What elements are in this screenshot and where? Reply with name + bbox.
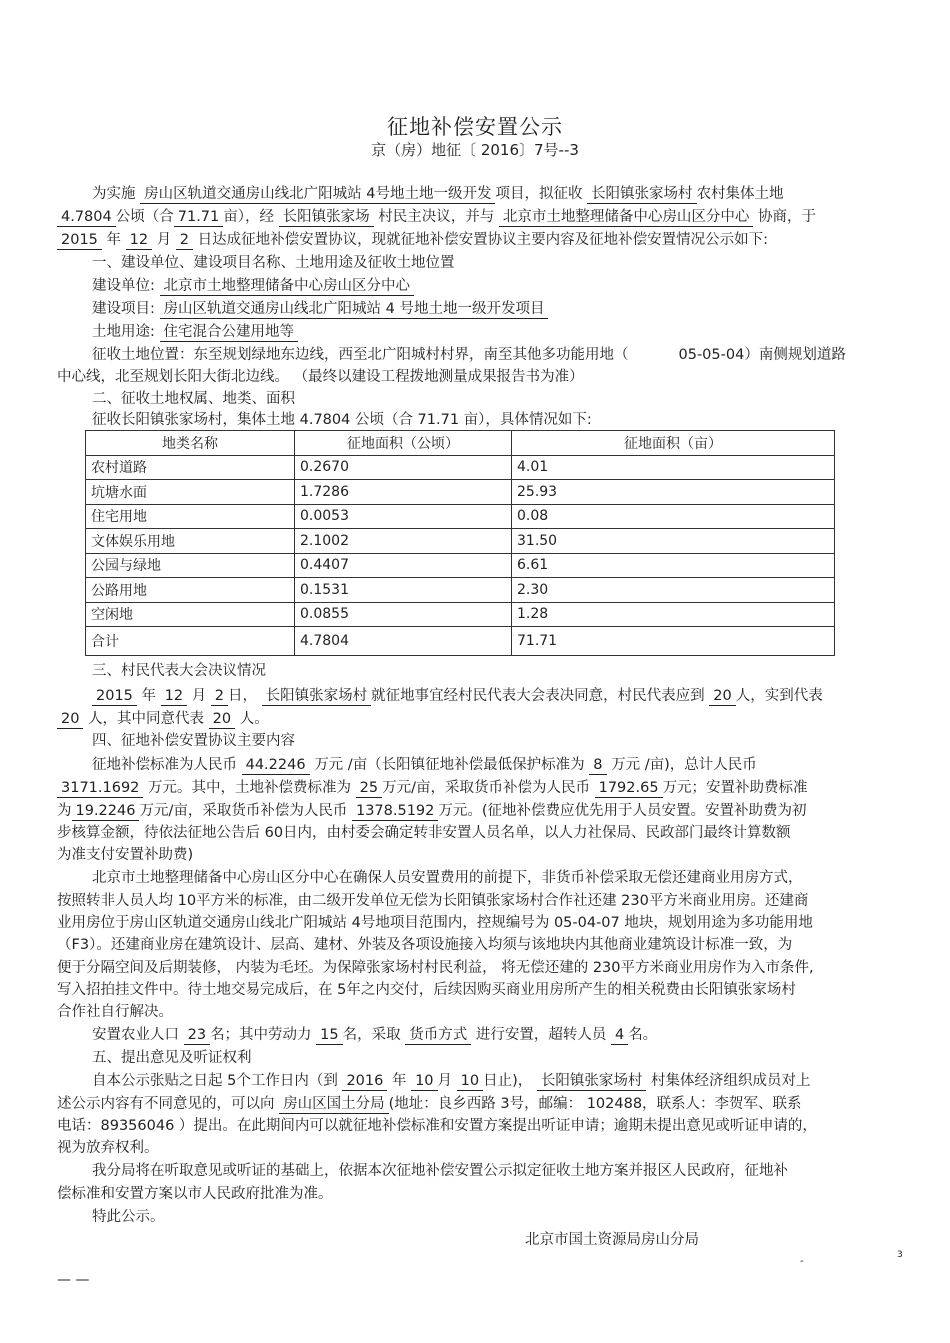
section-2-heading: 二、征收土地权属、地类、面积 xyxy=(92,391,295,407)
approval-line-2: 偿标准和安置方案以市人民政府批准为准。 xyxy=(57,1186,333,1202)
compensation-line-4: 步核算金额，待依法征地公告后 60日内，由村委会确定转非安置人员名单，以人力社保局、民政部门最终计算数额 xyxy=(57,825,791,841)
objection-line-2: 述公示内容有不同意见的，可以向 房山区国土分局 (地址：良乡西路 3号，邮编： 102488，联系人：李贺军、联系 xyxy=(57,1096,802,1112)
population-line: 安置农业人口 23 名；其中劳动力 15 名，采取 货币方式 进行安置，超转人员 4 名。 xyxy=(92,1027,658,1043)
resettlement-line-4: （F3）。还建商业房在建筑设计、层高、建材、外装及各项设施接入均须与该地块内其他商业建筑设计标准一致，为 xyxy=(57,937,793,953)
resettlement-line-5: 便于分隔空间及后期装修， 内装为毛坯。为保障张家场村村民利益， 将无偿还建的 230平方米商业用房作为入市条件, xyxy=(57,960,814,976)
resettlement-line-2: 按照转非人员人均 10平方米的标准，由二级开发单位无偿为长阳镇张家场村合作社还建 230平方米商业用房。还建商 xyxy=(57,893,809,909)
section-4-heading: 四、征地补偿安置协议主要内容 xyxy=(92,733,295,749)
intro-line-1: 为实施 房山区轨道交通房山线北广阳城站 4号地土地一级开发 项目，拟征收 长阳镇张家场村 农村集体土地 xyxy=(92,186,784,202)
compensation-line-2: 3171.1692 万元。其中，土地补偿费标准为 25 万元/亩，采取货币补偿为人民币 1792.65 万元；安置补助费标准 xyxy=(57,778,808,798)
table-row: 住宅用地 0.0053 0.08 xyxy=(86,504,835,529)
section-1-heading: 一、建设单位、建设项目名称、土地用途及征收土地位置 xyxy=(92,255,455,271)
table-row: 文体娱乐用地 2.1002 31.50 xyxy=(86,529,835,554)
objection-line-1: 自本公示张贴之日起 5个工作日内（到 2016 年 10 月 10 日止)， 长阳镇张家场村 村集体经济组织成员对上 xyxy=(92,1073,811,1089)
resettlement-line-6: 写入招拍挂文件中。待土地交易完成后，在 5年之内交付，后续因购买商业用房所产生的相关税费由长阳镇张家场村 xyxy=(57,982,796,998)
closing-text: 特此公示。 xyxy=(92,1209,165,1225)
table-row: 空闲地 0.0855 1.28 xyxy=(86,602,835,627)
section-5-heading: 五、提出意见及听证权利 xyxy=(92,1050,252,1066)
table-header: 征地面积（亩） xyxy=(512,431,835,456)
page-dash: - xyxy=(800,1256,804,1267)
table-row: 公路用地 0.1531 2.30 xyxy=(86,578,835,603)
footer-marks: — — xyxy=(57,1272,90,1288)
land-use: 土地用途: 住宅混合公建用地等 xyxy=(92,322,298,342)
approval-line-1: 我分局将在听取意见或听证的基础上，依据本次征地补偿安置公示拟定征收土地方案并报区人民政府，征地补 xyxy=(92,1163,788,1179)
page-number: 3 xyxy=(897,1250,903,1260)
section-3-heading: 三、村民代表大会决议情况 xyxy=(92,663,266,679)
village-name: 长阳镇张家场村 xyxy=(587,186,697,204)
objection-line-4: 视为放弃权利。 xyxy=(57,1140,159,1156)
construction-project: 建设项目: 房山区轨道交通房山线北广阳城站 4 号地土地一级开发项目 xyxy=(92,299,548,319)
intro-line-3: 2015 年 12 月 2 日达成征地补偿安置协议，现就征地补偿安置协议主要内容及征地补偿安置情况公示如下: xyxy=(57,230,768,250)
project-name: 房山区轨道交通房山线北广阳城站 4号地土地一级开发 xyxy=(140,186,495,204)
resettlement-line-3: 业用房位于房山区轨道交通房山线北广阳城站 4号地项目范围内，控规编号为 05-04-07 地块，规划用途为多功能用地 xyxy=(57,915,813,931)
compensation-line-3: 为 19.2246 万元/亩，采取货币补偿为人民币 1378.5192 万元。(征地补偿费应优先用于人员安置。安置补助费为初 xyxy=(57,803,807,819)
table-header: 征地面积（公顷） xyxy=(295,431,512,456)
table-header-row xyxy=(86,431,835,456)
page-title: 征地补偿安置公示 xyxy=(387,115,563,139)
compensation-line-1: 征地补偿标准为人民币 44.2246 万元 /亩（长阳镇征地补偿最低保护标准为 8 万元 /亩)，总计人民币 xyxy=(92,757,757,773)
land-area-table xyxy=(85,430,835,656)
document-number: 京（房）地征〔 2016〕7号--3 xyxy=(371,141,579,159)
resettlement-line-1: 北京市土地整理储备中心房山区分中心在确保人员安置费用的前提下，非货币补偿采取无偿还建商业用房方式， xyxy=(92,870,803,886)
land-location-line-1: 征收土地位置：东至规划绿地东边线，西至北广阳城村村界，南至其他多功能用地（ 05-05-04）南侧规划道路 xyxy=(92,347,846,363)
resolution-line-1: 2015 年 12 月 2 日， 长阳镇张家场村 就征地事宜经村民代表大会表决同意，村民代表应到 20 人，实到代表 xyxy=(92,686,823,706)
section-2-summary: 征收长阳镇张家场村，集体土地 4.7804 公顷（合 71.71 亩），具体情况如下: xyxy=(92,412,592,428)
table-row: 坑塘水面 1.7286 25.93 xyxy=(86,480,835,505)
table-row: 农村道路 0.2670 4.01 xyxy=(86,455,835,480)
resettlement-line-7: 合作社自行解决。 xyxy=(57,1004,173,1020)
table-total-row: 合计 4.7804 71.71 xyxy=(86,627,835,656)
resolution-line-2: 20 人，其中同意代表 20 人。 xyxy=(57,709,269,729)
signature: 北京市国土资源局房山分局 xyxy=(525,1232,699,1248)
land-location-line-2: 中心线，北至规划长阳大街北边线。 （最终以建设工程拨地测量成果报告书为准） xyxy=(57,369,584,385)
intro-line-2: 4.7804 公顷（合 71.71 亩），经 长阳镇张家场 村民主决议，并与 北京市土地整理储备中心房山区分中心 协商，于 xyxy=(57,207,816,227)
construction-unit: 建设单位: 北京市土地整理储备中心房山区分中心 xyxy=(92,276,414,296)
table-row: 公园与绿地 0.4407 6.61 xyxy=(86,553,835,578)
compensation-line-5: 为准支付安置补助费) xyxy=(57,847,194,863)
table-header: 地类名称 xyxy=(86,431,295,456)
agency-name: 北京市土地整理储备中心房山区分中心 xyxy=(499,209,754,227)
objection-line-3: 电话：89356046 ）提出。在此期间内可以就征地补偿标准和安置方案提出听证申请；逾期未提出意见或听证申请的， xyxy=(57,1118,817,1134)
